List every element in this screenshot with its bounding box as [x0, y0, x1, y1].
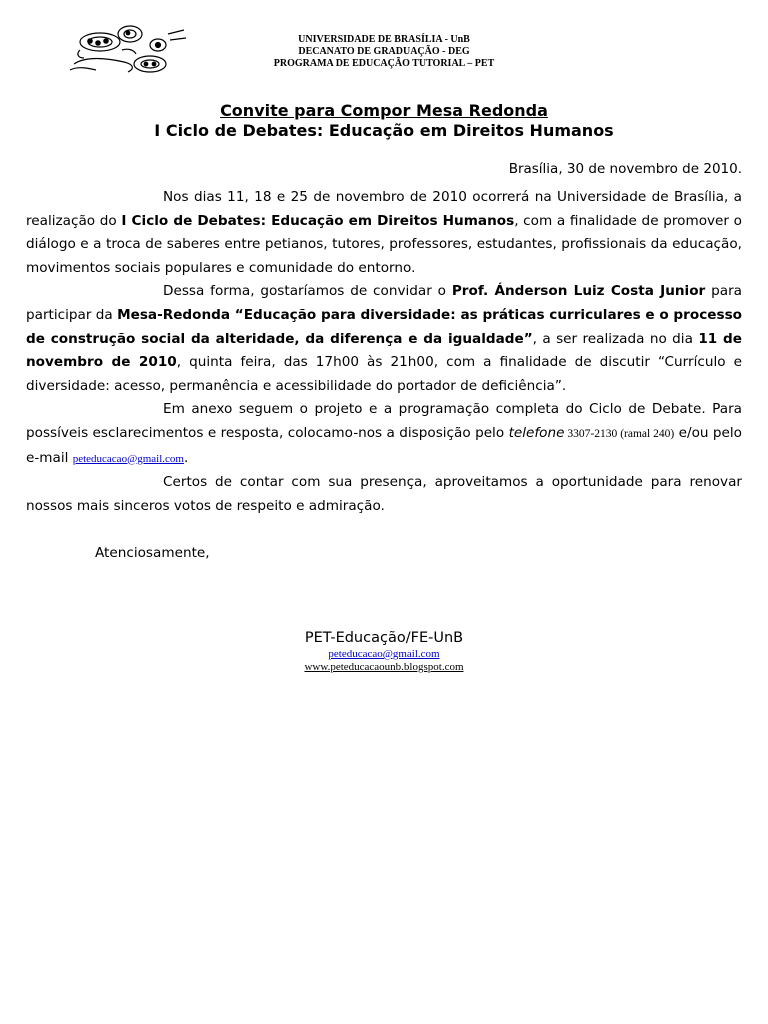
- signature-email-link[interactable]: peteducacao@gmail.com: [328, 648, 440, 660]
- paragraph-2-text: Dessa forma, gostaríamos de convidar o: [163, 283, 452, 300]
- paragraph-1-text-end: , com a finalidade de promover o diálogo e a troca de saberes entre petianos, tutores, professores, estudantes, profissionais da educação, movimentos sociais populares e comunidade do entorno.: [26, 212, 742, 276]
- round-table-title: Mesa-Redonda “Educação para diversidade: as práticas curriculares e o processo de construção social da alteridade, da diferença e da igualdade”: [26, 306, 742, 347]
- paragraph-2: [26, 280, 742, 398]
- title-event: I Ciclo de Debates: Educação em Direitos Humanos: [154, 121, 614, 140]
- paragraph-3: [26, 398, 742, 471]
- paragraph-1: [26, 186, 742, 280]
- contact-email-link[interactable]: peteducacao@gmail.com: [72, 452, 184, 465]
- letter-body: [26, 186, 742, 518]
- paragraph-2-text-b: para participar da: [26, 283, 742, 323]
- document-title: [26, 101, 742, 141]
- paragraph-4: Certos de contar com sua presença, aproveitamos a oportunidade para renovar nossos mais sinceros votos de respeito e admiração.: [26, 474, 742, 514]
- event-name: I Ciclo de Debates: Educação em Direitos Humanos: [121, 212, 515, 229]
- header-university: UNIVERSIDADE DE BRASÍLIA - UnB: [298, 34, 470, 45]
- pet-logo: [66, 20, 190, 82]
- header-program: PROGRAMA DE EDUCAÇÃO TUTORIAL – PET: [273, 58, 495, 69]
- letter-date: Brasília, 30 de novembro de 2010.: [508, 161, 742, 177]
- signature-website-link[interactable]: www.peteducacaounb.blogspot.com: [304, 661, 464, 673]
- paragraph-2-text-c: , a ser realizada no dia: [532, 330, 699, 347]
- phone-number: 3307-2130 (ramal 240): [564, 427, 675, 440]
- event-date: 11 de novembro de 2010: [26, 330, 742, 371]
- paragraph-3-text-end: .: [183, 449, 189, 466]
- signature-name: PET-Educação/FE-UnB: [304, 630, 464, 646]
- paragraph-3-text-b: e/ou pelo e-mail: [26, 424, 743, 466]
- paragraph-2-text-d: , quinta feira, das 17h00 às 21h00, com a finalidade de discutir “Currículo e diversidade: acesso, permanência e acessibilidade do portador de deficiência”.: [26, 354, 742, 394]
- invitee-name: Prof. Ánderson Luiz Costa Junior: [451, 283, 706, 300]
- header-deanery: DECANATO DE GRADUAÇÃO - DEG: [298, 46, 470, 57]
- phone-label: telefone: [508, 424, 565, 441]
- signature-block: [230, 628, 538, 674]
- institution-header: [240, 34, 528, 70]
- paragraph-1-text: Nos dias 11, 18 e 25 de novembro de 2010 ocorrerá na Universidade de Brasília, a realização do: [26, 189, 742, 229]
- title-invitation: Convite para Compor Mesa Redonda: [220, 101, 548, 120]
- closing-salutation: Atenciosamente,: [95, 545, 210, 561]
- paragraph-3-text: Em anexo seguem o projeto e a programação completa do Ciclo de Debate. Para possíveis esclarecimentos e resposta, colocamo-nos a disposição pelo: [26, 401, 742, 441]
